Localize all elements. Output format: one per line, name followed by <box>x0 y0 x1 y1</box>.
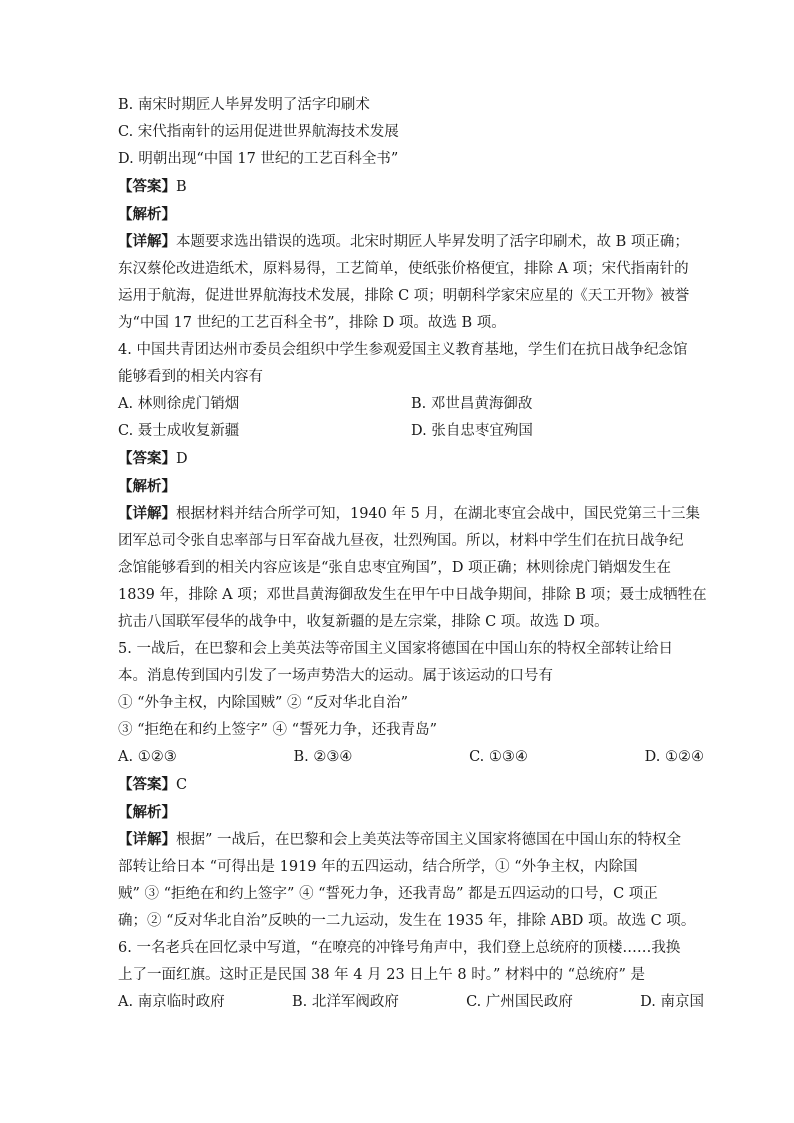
q6-stem: 6. 一名老兵在回忆录中写道，“在嘹亮的冲锋号角声中，我们登上总统府的顶楼……我换 <box>118 940 681 956</box>
q6-option-b: B. 北洋军阀政府 <box>291 994 399 1010</box>
detail-label: 【详解】 <box>118 831 176 848</box>
q4-analysis-label: 【解析】 <box>118 478 176 495</box>
q5-detail-line: 确；② “反对华北自治”反映的一二九运动，发生在 1935 年，排除 ABD 项。故选 C 项。 <box>118 913 696 929</box>
q4-options-row <box>118 418 704 445</box>
answer-value: C <box>176 777 188 793</box>
q5-detail-line <box>118 826 704 854</box>
q6-options-row <box>118 989 704 1016</box>
q6-option-c: C. 广州国民政府 <box>466 994 573 1010</box>
q5-answer <box>118 771 704 799</box>
question-4 <box>118 337 707 636</box>
answer-label: 【答案】 <box>118 450 176 467</box>
detail-text: 本题要求选出错误的选项。北宋时期匠人毕昇发明了活字印刷术，故 B 项正确； <box>176 234 689 250</box>
q6-stem: 上了一面红旗。这时正是民国 38 年 4 月 23 日上午 8 时。” 材料中的 “总统府” 是 <box>118 967 646 983</box>
q3-detail-line <box>118 228 704 256</box>
q3-detail-line: 运用于航海，促进世界航海技术发展，排除 C 项；明朝科学家宋应星的《天工开物》被誉 <box>118 288 690 304</box>
q5-option-b: B. ②③④ <box>293 749 353 765</box>
q5-options-row <box>118 744 704 771</box>
q5-stem: 本。消息传到国内引发了一场声势浩大的运动。属于该运动的口号有 <box>118 668 553 684</box>
q5-analysis-label: 【解析】 <box>118 804 176 821</box>
question-5 <box>118 636 704 935</box>
q5-stem: ① “外争主权，内除国贼” ② “反对华北自治” <box>118 695 408 711</box>
answer-label: 【答案】 <box>118 776 176 793</box>
detail-text: 根据” 一战后，在巴黎和会上美英法等帝国主义国家将德国在中国山东的特权全 <box>176 832 682 848</box>
q4-detail-line: 抗击八国联军侵华的战争中，收复新疆的是左宗棠，排除 C 项。故选 D 项。 <box>118 614 609 630</box>
q3-analysis-label: 【解析】 <box>118 206 176 223</box>
detail-label: 【详解】 <box>118 505 176 522</box>
q4-answer <box>118 445 704 473</box>
answer-value: D <box>176 451 188 467</box>
q4-detail-line <box>118 500 704 528</box>
q4-detail-line: 团军总司令张自忠率部与日军奋战九昼夜，壮烈殉国。所以，材料中学生们在抗日战争纪 <box>118 533 684 549</box>
q5-stem: 5. 一战后，在巴黎和会上美英法等帝国主义国家将德国在中国山东的特权全部转让给日 <box>118 641 673 657</box>
q5-option-c: C. ①③④ <box>469 749 528 765</box>
q4-options-row <box>118 391 704 418</box>
q5-stem: ③ “拒绝在和约上签字” ④ “誓死力争，还我青岛” <box>118 722 437 738</box>
q4-option-c: C. 聂士成收复新疆 <box>118 423 240 439</box>
q4-detail-line: 1839 年，排除 A 项；邓世昌黄海御敌发生在甲午中日战争期间，排除 B 项；聂士成牺牲在 <box>118 587 707 603</box>
detail-label: 【详解】 <box>118 233 176 250</box>
q4-option-b: B. 邓世昌黄海御敌 <box>411 396 533 412</box>
question-6 <box>118 935 704 1016</box>
q5-option-a: A. ①②③ <box>118 749 177 765</box>
answer-label: 【答案】 <box>118 178 176 195</box>
q4-stem: 4. 中国共青团达州市委员会组织中学生参观爱国主义教育基地，学生们在抗日战争纪念馆 <box>118 342 688 358</box>
q4-option-a: A. 林则徐虎门销烟 <box>118 396 240 412</box>
q5-detail-line: 贼” ③ “拒绝在和约上签字” ④ “誓死力争，还我青岛” 都是五四运动的口号，C 项正 <box>118 886 658 902</box>
q3-option-b: B. 南宋时期匠人毕昇发明了活字印刷术 <box>118 97 370 113</box>
q4-detail-line: 念馆能够看到的相关内容应该是“张自忠枣宜殉国”，D 项正确；林则徐虎门销烟发生在 <box>118 560 672 576</box>
q3-detail-line: 为“中国 17 世纪的工艺百科全书”，排除 D 项。故选 B 项。 <box>118 315 506 331</box>
q3-detail-line: 东汉蔡伦改进造纸术，原料易得，工艺简单，使纸张价格便宜，排除 A 项；宋代指南针的 <box>118 261 689 277</box>
detail-text: 根据材料并结合所学可知，1940 年 5 月，在湖北枣宜会战中，国民党第三十三集 <box>176 506 700 522</box>
q3-option-d: D. 明朝出现“中国 17 世纪的工艺百科全书” <box>118 151 399 167</box>
answer-value: B <box>176 179 187 195</box>
q6-option-a: A. 南京临时政府 <box>118 994 225 1010</box>
q6-option-d: D. 南京国 <box>640 994 704 1010</box>
question-3 <box>118 92 704 337</box>
q5-detail-line: 部转让给日本 “可得出是 1919 年的五四运动，结合所学，① “外争主权，内除国 <box>118 859 638 875</box>
q4-stem: 能够看到的相关内容有 <box>118 369 263 385</box>
q3-option-c: C. 宋代指南针的运用促进世界航海技术发展 <box>118 124 399 140</box>
q5-option-d: D. ①②④ <box>644 749 704 765</box>
q3-answer <box>118 173 704 201</box>
q4-option-d: D. 张自忠枣宜殉国 <box>411 423 533 439</box>
